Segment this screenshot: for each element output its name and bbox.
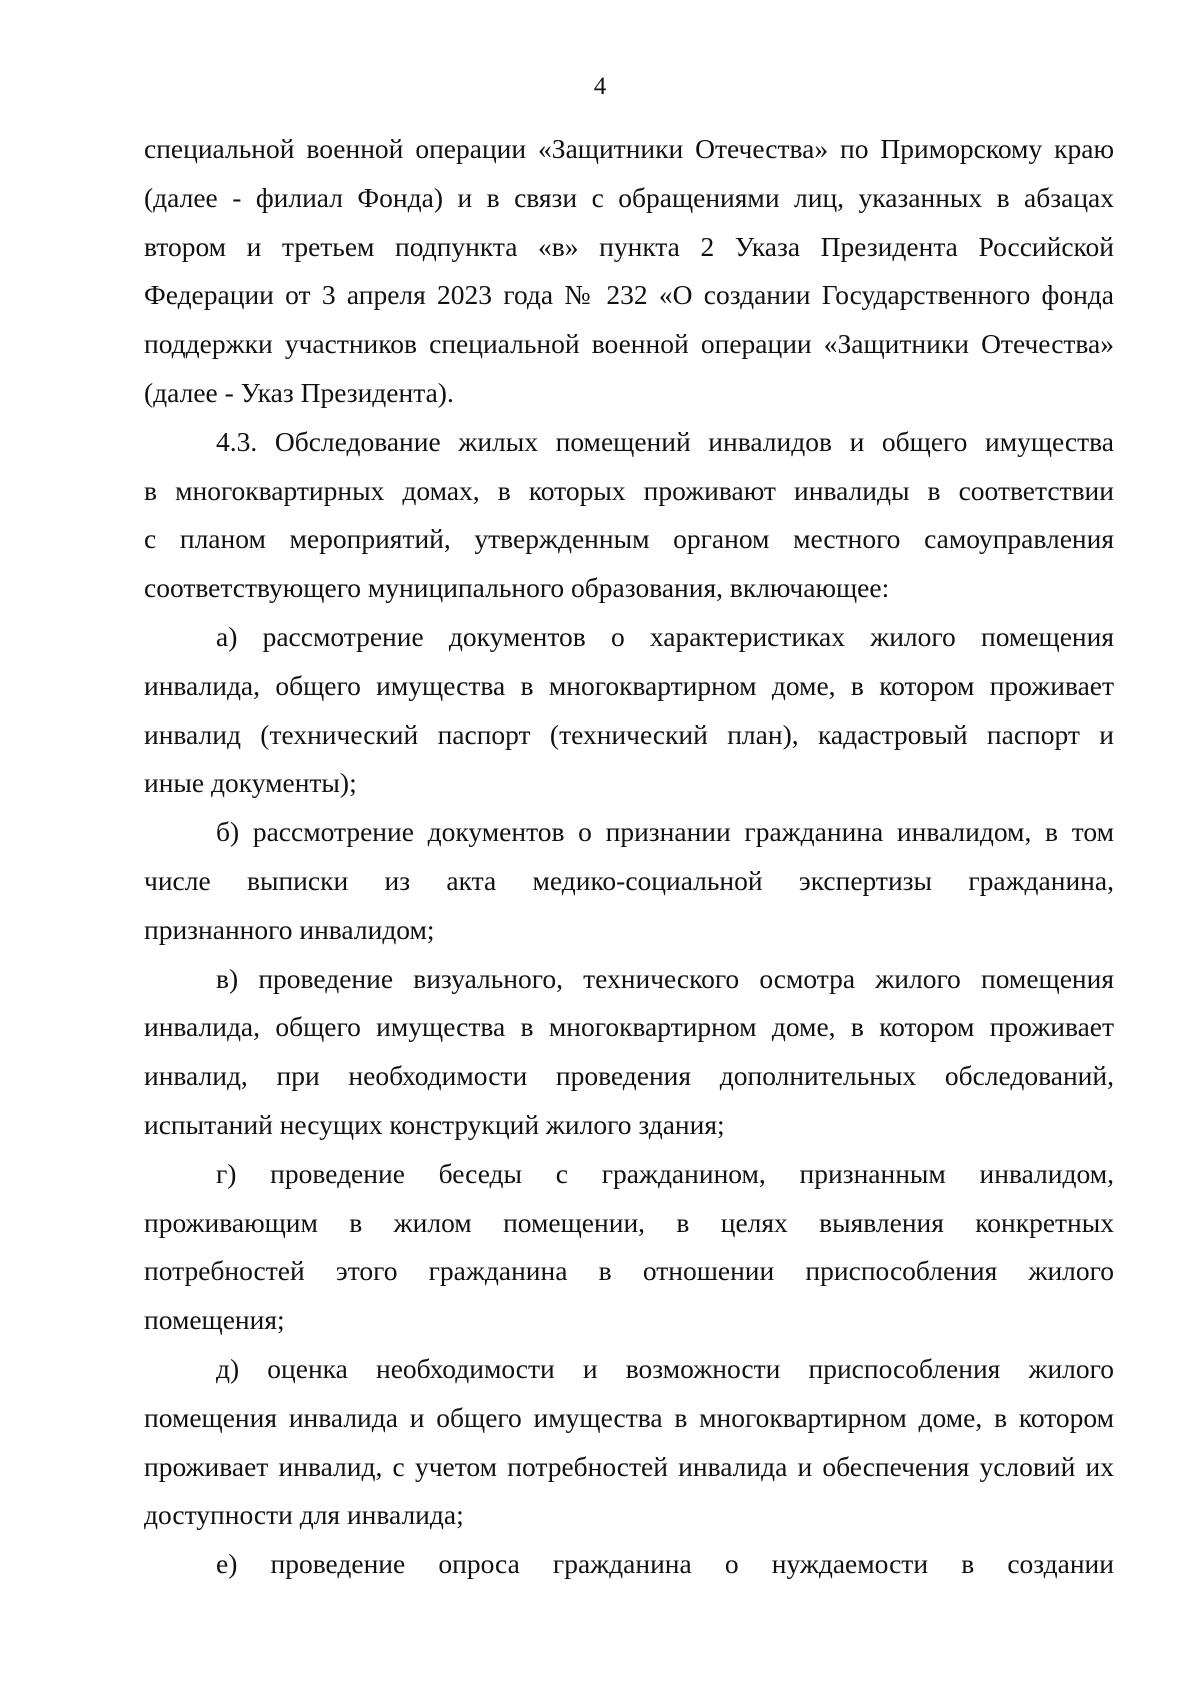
text-line: доступности для инвалида;: [144, 1499, 464, 1531]
text-line: соответствующего муниципального образования, включающее:: [144, 572, 890, 604]
text-line: испытаний несущих конструкций жилого здания;: [144, 1108, 725, 1140]
text-line: помещения;: [144, 1304, 285, 1336]
text-line: (далее - Указ Президента).: [144, 376, 454, 408]
text-line: инвалид (технический паспорт (технический план), кадастровый паспорт и: [144, 718, 1114, 750]
text-line: (далее - филиал Фонда) и в связи с обращениями лиц, указанных в абзацах: [144, 181, 1114, 213]
text-line: с планом мероприятий, утвержденным органом местного самоуправления: [144, 523, 1114, 555]
document-body: [144, 125, 1114, 1589]
text-line: проживающим в жилом помещении, в целях выявления конкретных: [144, 1206, 1114, 1238]
text-line: инвалида, общего имущества в многоквартирном доме, в котором проживает: [144, 1011, 1114, 1043]
text-line: проживает инвалид, с учетом потребностей инвалида и обеспечения условий их: [144, 1450, 1114, 1482]
text-line: иные документы);: [144, 767, 357, 799]
text-line: втором и третьем подпункта «в» пункта 2 Указа Президента Российской: [144, 230, 1114, 262]
text-line: поддержки участников специальной военной операции «Защитники Отечества»: [144, 328, 1114, 360]
text-line: потребностей этого гражданина в отношении приспособления жилого: [144, 1255, 1114, 1287]
text-line: г) проведение беседы с гражданином, признанным инвалидом,: [216, 1157, 1114, 1189]
text-line: инвалид, при необходимости проведения дополнительных обследований,: [144, 1060, 1114, 1092]
text-line: Федерации от 3 апреля 2023 года № 232 «О создании Государственного фонда: [144, 279, 1114, 311]
text-line: е) проведение опроса гражданина о нуждаемости в создании: [216, 1548, 1114, 1580]
text-line: признанного инвалидом;: [144, 913, 435, 945]
text-line: специальной военной операции «Защитники Отечества» по Приморскому краю: [144, 133, 1114, 164]
text-line: числе выписки из акта медико-социальной экспертизы гражданина,: [144, 864, 1114, 896]
text-line: а) рассмотрение документов о характеристиках жилого помещения: [216, 620, 1114, 652]
text-line: 4.3. Обследование жилых помещений инвалидов и общего имущества: [216, 425, 1114, 457]
text-line: в) проведение визуального, технического осмотра жилого помещения: [216, 962, 1114, 994]
text-line: помещения инвалида и общего имущества в многоквартирном доме, в котором: [144, 1401, 1114, 1433]
text-line: в многоквартирных домах, в которых проживают инвалиды в соответствии: [144, 474, 1114, 506]
text-line: д) оценка необходимости и возможности приспособления жилого: [216, 1352, 1114, 1384]
page-number: 4: [593, 73, 607, 100]
text-line: б) рассмотрение документов о признании гражданина инвалидом, в том: [216, 816, 1114, 848]
text-line: инвалида, общего имущества в многоквартирном доме, в котором проживает: [144, 669, 1114, 701]
